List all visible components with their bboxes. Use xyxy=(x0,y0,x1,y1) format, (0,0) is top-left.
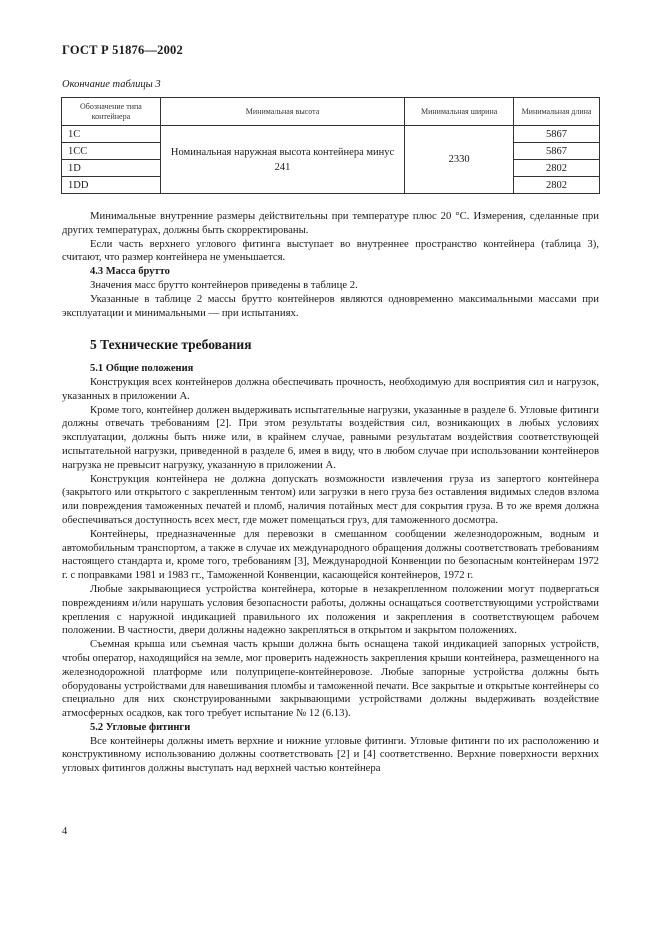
cell-min-height: Номинальная наружная высота контейнера минус 241 xyxy=(160,126,404,194)
cell-min-width: 2330 xyxy=(405,126,514,194)
subsection-heading-5-1: 5.1 Общие положения xyxy=(90,363,194,375)
paragraph: Конструкция всех контейнеров должна обеспечивать прочность, необходимую для восприятия сил и нагрузок, указанных в приложении А. xyxy=(62,375,599,402)
paragraph: Конструкция контейнера не должна допускать возможности извлечения груза из запертого контейнера (закрытого или открытого с закрепленным тентом) или загрузки в него груза без оставления видимых следов взлома или повреждения таможенных печатей и пломб, наличия потайных мест для сокрытия груза. В то же время должна обеспечиваться доступность всех мест, где может помещаться груз, для таможенного досмотра. xyxy=(62,472,599,526)
paragraph: Минимальные внутренние размеры действительны при температуре плюс 20 °С. Измерения, сделанные при других температурах, должны быть скорректированы. xyxy=(62,210,599,236)
paragraph: Указанные в таблице 2 массы брутто контейнеров являются одновременно максимальными массами при эксплуатации и минимальными — при испытаниях. xyxy=(62,292,599,319)
header-length: Минимальная длина xyxy=(514,98,600,126)
cell-length: 2802 xyxy=(514,160,600,177)
table-header-row xyxy=(62,98,600,126)
body-text xyxy=(62,210,599,776)
cell-length: 5867 xyxy=(514,126,600,143)
header-width: Минимальная ширина xyxy=(405,98,514,126)
page-number: 4 xyxy=(62,826,68,837)
paragraph: Съемная крыша или съемная часть крыши должна быть оснащена такой индикацией запорных устройств, чтобы оператор, находящийся на земле, мог проверить надежность закрепления крыши контейнера, размещенного на железнодорожной платформе или полуприцепе-контейнеровозе. Любые запорные устройства должны быть оборудованы устройствами для навешивания пломбы и таможенной печати. Все закрытые и открытые контейнеры со специально для них сконструированными закрывающими устройствами должны выдерживать воздействие атмосферных осадков, как того требует испытание № 12 (6.13). xyxy=(62,638,599,720)
cell-type: 1C xyxy=(62,126,161,143)
table-row xyxy=(62,126,600,143)
cell-length: 2802 xyxy=(514,177,600,194)
paragraph: Значения масс брутто контейнеров приведены в таблице 2. xyxy=(90,278,358,291)
paragraph: Кроме того, контейнер должен выдерживать испытательные нагрузки, указанные в разделе 6. Угловые фитинги должны отвечать требованиям [2]. При этом результаты воздействия сил, возникающих в любых условиях эксплуатации, должны быть ниже или, в крайнем случае, равными результатам воздействия соответствующей испытательной нагрузки, приведенной в разделе 6, имея в виду, что в любом случае при использовании контейнеров нагрузка не превысит нагрузку, указанную в приложении А. xyxy=(62,403,599,471)
table-caption: Окончание таблицы 3 xyxy=(62,79,161,90)
standard-code: ГОСТ Р 51876—2002 xyxy=(62,43,183,57)
section-heading-5: 5 Технические требования xyxy=(90,337,252,353)
paragraph: Любые закрывающиеся устройства контейнера, которые в незакрепленном положении могут подвергаться повреждениям и/или нарушать условия безопасности работы, должны оснащаться соответствующими устройствами крепления с наружной индикацией правильного их положения и закрепления в соответствующем рабочем положении. В частности, двери должны надежно закрепляться в открытом и закрытом положениях. xyxy=(62,582,599,637)
cell-type: 1CC xyxy=(62,143,161,160)
cell-type: 1DD xyxy=(62,177,161,194)
subsection-heading-4-3: 4.3 Масса брутто xyxy=(90,266,170,278)
subsection-heading-5-2: 5.2 Угловые фитинги xyxy=(90,721,191,733)
header-height: Минимальная высота xyxy=(160,98,404,126)
paragraph: Все контейнеры должны иметь верхние и нижние угловые фитинги. Угловые фитинги по их расположению и конструктивному использованию должны соответствовать [2] и [4] соответственно. Верхние поверхности верхних угловых фитингов должны выступать над верхней частью контейнера xyxy=(62,734,599,775)
dimensions-table xyxy=(61,97,600,194)
cell-length: 5867 xyxy=(514,143,600,160)
cell-type: 1D xyxy=(62,160,161,177)
paragraph: Контейнеры, предназначенные для перевозки в смешанном сообщении железнодорожным, водным и автомобильным транспортом, а также в случае их международного обращения должны соответствовать требованиям настоящего стандарта и, кроме того, требованиям [3], Международной Конвенции по безопасным контейнерам 1972 г. с поправками 1981 и 1983 гг., Таможенной Конвенции, касающейся контейнеров, 1972 г. xyxy=(62,527,599,582)
header-type: Обозначение типа контейнера xyxy=(62,98,161,126)
paragraph: Если часть верхнего углового фитинга выступает во внутреннее пространство контейнера (таблица 3), считают, что размер контейнера не уменьшается. xyxy=(62,237,599,264)
